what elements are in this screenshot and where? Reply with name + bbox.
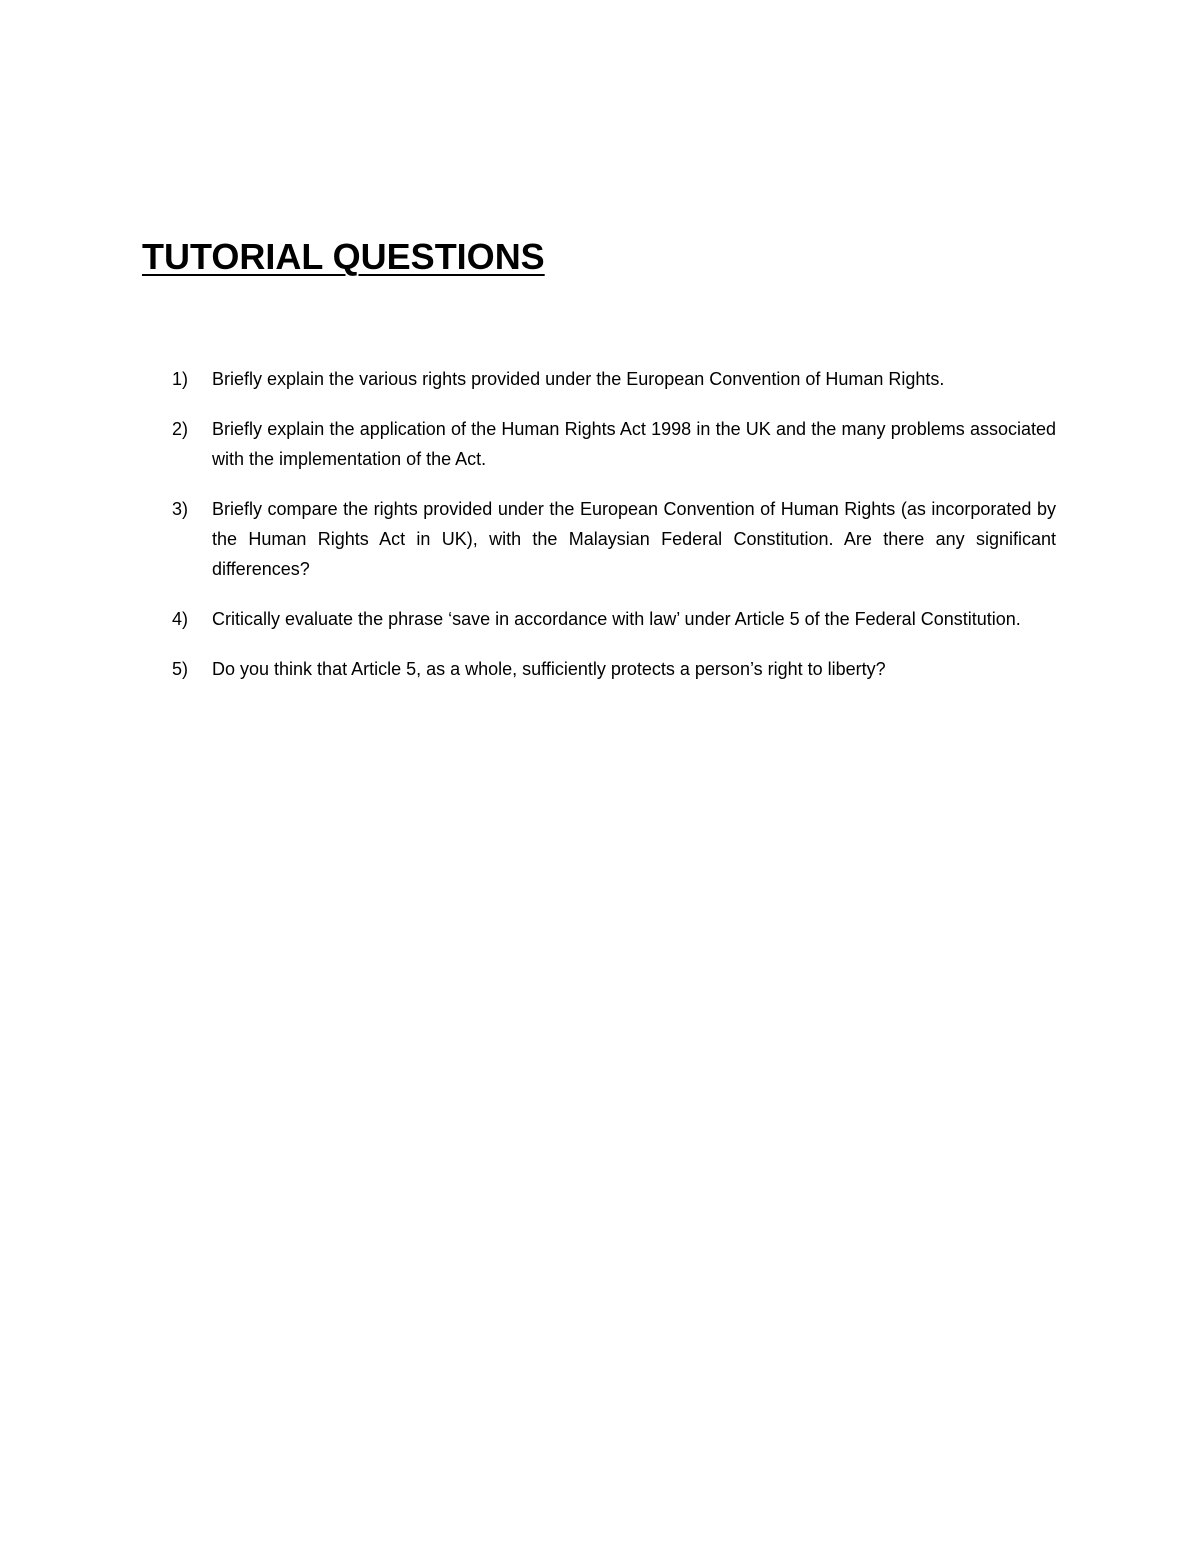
question-text: Briefly explain the application of the Human Rights Act 1998 in the UK and the many problems associated with the implementation of the Act. — [212, 419, 1056, 469]
question-text: Briefly explain the various rights provided under the European Convention of Human Rights. — [212, 369, 945, 389]
question-item-4 — [172, 604, 1056, 634]
question-item-5 — [172, 654, 1056, 684]
page-title: TUTORIAL QUESTIONS — [142, 236, 545, 277]
question-list — [172, 364, 1056, 704]
question-text: Briefly compare the rights provided under the European Convention of Human Rights (as incorporated by the Human Rights Act in UK), with the Malaysian Federal Constitution. Are there any significant differences? — [212, 499, 1056, 579]
question-number: 5) — [172, 659, 189, 679]
question-item-3 — [172, 494, 1056, 584]
question-item-2 — [172, 414, 1056, 474]
question-number: 1) — [172, 369, 189, 389]
question-number: 3) — [172, 499, 189, 519]
question-text: Do you think that Article 5, as a whole, sufficiently protects a person’s right to liberty? — [212, 659, 886, 679]
question-number: 2) — [172, 419, 189, 439]
question-item-1 — [172, 364, 1056, 394]
question-text: Critically evaluate the phrase ‘save in accordance with law’ under Article 5 of the Federal Constitution. — [212, 609, 1021, 629]
question-number: 4) — [172, 609, 189, 629]
